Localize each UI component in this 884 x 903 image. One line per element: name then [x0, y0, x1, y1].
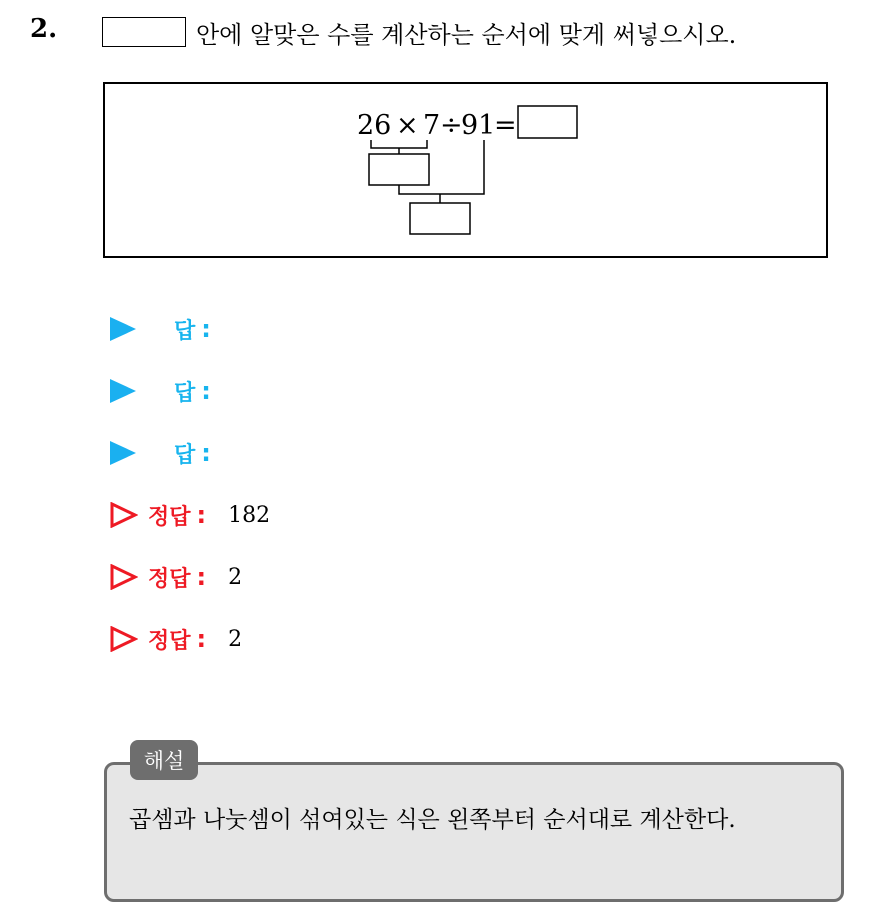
blank-box-example: [102, 17, 186, 47]
question-text: 안에 알맞은 수를 계산하는 순서에 맞게 써넣으시오.: [196, 20, 737, 49]
eq-equals: =: [494, 110, 517, 141]
eq-result-box: [518, 106, 577, 138]
answer-colon: :: [201, 377, 211, 405]
solid-arrow-icon: [110, 441, 136, 465]
step1-blank-box: [369, 154, 429, 185]
outline-arrow-icon: [110, 626, 138, 652]
correct-answer-value: 182: [228, 502, 271, 528]
correct-answer-row: [110, 484, 270, 546]
eq-term-c: 91: [461, 110, 496, 141]
correct-answer-colon: :: [196, 501, 207, 529]
answer-colon: :: [201, 439, 211, 467]
step2-blank-box: [410, 203, 470, 234]
correct-answer-colon: :: [196, 625, 207, 653]
explanation-text: 곱셈과 나눗셈이 섞여있는 식은 왼쪽부터 순서대로 계산한다.: [129, 807, 736, 833]
outline-arrow-icon: [110, 564, 138, 590]
correct-answer-row: [110, 546, 270, 608]
correct-answer-label: 정답: [148, 566, 191, 592]
answer-label: 답: [174, 380, 196, 406]
equation-diagram: [105, 84, 830, 260]
bracket-step1: [371, 140, 427, 148]
explanation-box: [104, 762, 844, 902]
answer-row: [110, 298, 270, 360]
answer-row: [110, 422, 270, 484]
answer-list: [110, 298, 270, 670]
answer-label: 답: [174, 318, 196, 344]
correct-answer-label: 정답: [148, 628, 191, 654]
answer-row: [110, 360, 270, 422]
correct-answer-colon: :: [196, 563, 207, 591]
correct-answer-row: [110, 608, 270, 670]
eq-term-b: 7: [423, 110, 441, 141]
question-number: 2.: [30, 14, 58, 44]
eq-op-divide: ÷: [440, 110, 463, 141]
outline-arrow-icon: [110, 502, 138, 528]
correct-answer-label: 정답: [148, 504, 191, 530]
answer-colon: :: [201, 315, 211, 343]
eq-term-a: 26: [357, 110, 392, 141]
solid-arrow-icon: [110, 379, 136, 403]
solid-arrow-icon: [110, 317, 136, 341]
explanation-tag: 해설: [130, 740, 198, 780]
answer-label: 답: [174, 442, 196, 468]
question-line: [102, 14, 736, 50]
correct-answer-value: 2: [228, 626, 243, 652]
equation-box: [103, 82, 828, 258]
correct-answer-value: 2: [228, 564, 243, 590]
eq-op-multiply: ×: [396, 110, 419, 141]
